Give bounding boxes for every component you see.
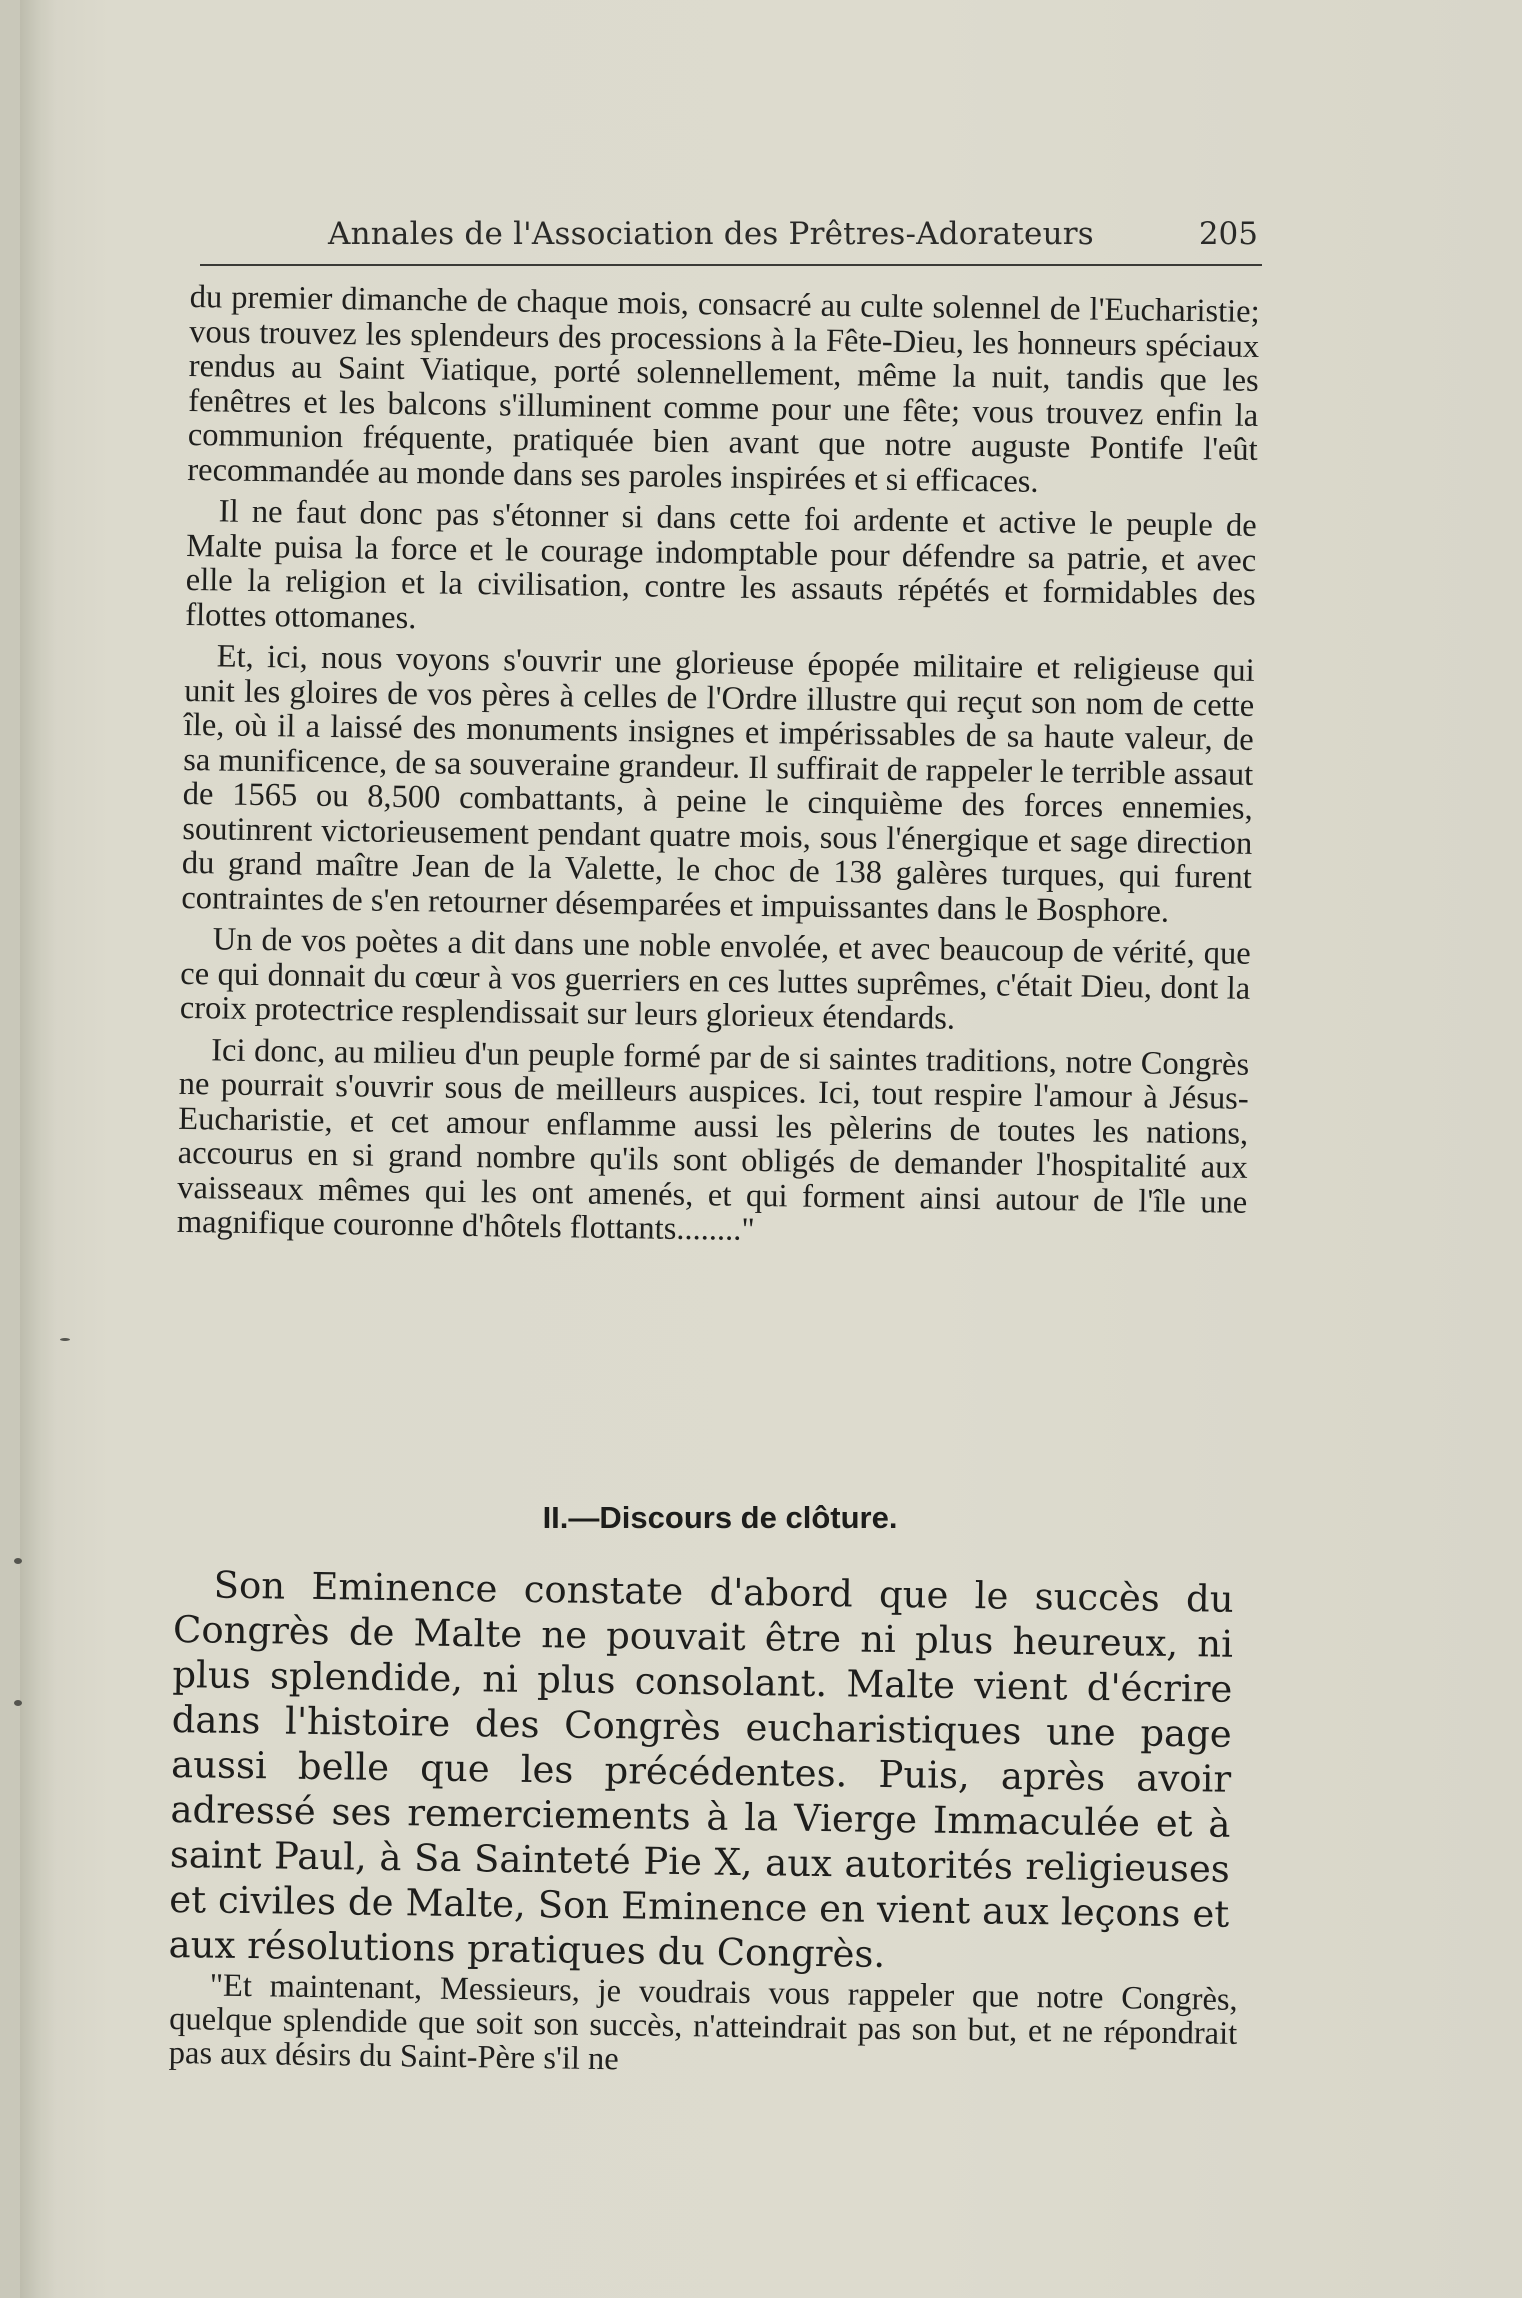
body-text-summary [168, 1562, 1234, 1982]
body-text-top [177, 280, 1260, 1261]
paper-speck [14, 1700, 22, 1706]
paragraph-1: du premier dimanche de chaque mois, consacré au culte solennel de l'Eucharistie; vous trouvez les splendeurs des processions à la Fête-Dieu, les honneurs spéciaux rendus au Saint Viatique, porté solennellement, même la nuit, tandis que les fenêtres et les balcons s'illuminent comme pour une fête; vous trouvez enfin la communion fréquente, pratiquée bien avant que notre auguste Pontife l'eût recommandée au monde dans ses paroles inspirées et si efficaces. [187, 279, 1260, 500]
paragraph-summary: Son Eminence constate d'abord que le succès du Congrès de Malte ne pouvait être ni plus heureux, ni plus splendide, ni plus consolant. Malte vient d'écrire dans l'histoire des Congrès eucharistiques une page aussi belle que les précédentes. Puis, après avoir adressé ses remerciements à la Vierge Immaculée et à saint Paul, à Sa Sainteté Pie X, aux autorités religieuses et civiles de Malte, Son Eminence en vient aux leçons et aux résolutions pratiques du Congrès. [168, 1563, 1234, 1976]
section-heading: II.—Discours de clôture. [542, 1500, 898, 1535]
paragraph-last: "Et maintenant, Messieurs, je voudrais vous rappeler que notre Congrès, quelque splendide que soit son succès, n'atteindrait pas son but, et ne répondrait pas aux désirs du Saint-Père s'il ne [168, 1967, 1238, 2078]
body-text-bottom [169, 1968, 1238, 2085]
paragraph-3: Et, ici, nous voyons s'ouvrir une glorieuse épopée militaire et religieuse qui unit les gloires de vos pères à celles de l'Ordre illustre qui reçut son nom de cette île, où il a laissé des monuments insignes et impérissables de sa haute valeur, de sa munificence, de sa souveraine grandeur. Il suffirait de rappeler le terrible assaut de 1565 ou 8,500 combattants, à peine le cinquième des forces ennemies, soutinrent victorieusement pendant quatre mois, sous l'énergique et sage direction du grand maître Jean de la Valette, le choc de 138 galères turques, qui furent contraintes de s'en retourner désemparées et impuissantes dans le Bosphore. [181, 638, 1255, 930]
page-number: 205 [1198, 216, 1258, 252]
paragraph-2: Il ne faut donc pas s'étonner si dans cette foi ardente et active le peuple de Malte puisa la force et le courage indomptable pour défendre sa patrie, et avec elle la religion et la civilisation, contre les assauts répétés et formidables des flottes ottomanes. [185, 493, 1257, 636]
paragraph-5: Ici donc, au milieu d'un peuple formé par de si saintes traditions, notre Congrès ne pourrait s'ouvrir sous de meilleurs auspices. Ici, tout respire l'amour à Jésus-Eucharistie, et cet amour enflamme aussi les pèlerins de toutes les nations, accourus en si grand nombre qu'ils sont obligés de demander l'hospitalité aux vaisseaux mêmes qui les ont amenés, et qui forment ainsi autour de l'île une magnifique couronne d'hôtels flottants........" [176, 1031, 1250, 1248]
running-header [200, 216, 1262, 266]
page-gutter-shadow [20, 0, 56, 2298]
paper-speck [14, 1558, 22, 1564]
running-title: Annales de l'Association des Prêtres-Adorateurs [328, 216, 1094, 252]
paragraph-4: Un de vos poètes a dit dans une noble envolée, et avec beaucoup de vérité, que ce qui donnait du cœur à vos guerriers en ces luttes suprêmes, c'était Dieu, dont la croix protectrice resplendissait sur leurs glorieux étendards. [179, 921, 1251, 1037]
paper-speck [60, 1338, 70, 1341]
